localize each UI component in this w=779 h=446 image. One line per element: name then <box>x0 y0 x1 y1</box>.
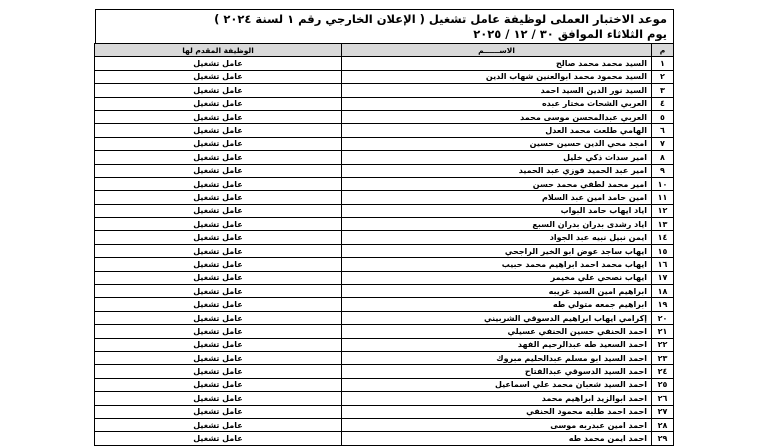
row-number: ٤ <box>652 97 674 110</box>
row-number: ٢ <box>652 70 674 83</box>
row-name: احمد الحنفي حسين الحنفي عسيلي <box>342 325 652 338</box>
row-name: ايمن نبيل نبيه عبد الجواد <box>342 231 652 244</box>
row-job: عامل تشغيل <box>95 57 342 70</box>
row-job: عامل تشغيل <box>95 244 342 257</box>
row-job: عامل تشغيل <box>95 338 342 351</box>
row-number: ٣ <box>652 84 674 97</box>
row-name: ايهاب ساجد عوض ابو الخير الراجحي <box>342 244 652 257</box>
title-line-2: يوم الثلاثاء الموافق ٣٠ / ١٢ / ٢٠٢٥ <box>473 27 667 41</box>
row-number: ١٧ <box>652 271 674 284</box>
row-number: ٢٤ <box>652 365 674 378</box>
table-row <box>95 311 674 324</box>
header-name: الاســــــم <box>342 44 652 57</box>
row-job: عامل تشغيل <box>95 191 342 204</box>
table-row <box>95 218 674 231</box>
table-row <box>95 338 674 351</box>
document-title <box>95 9 674 43</box>
row-job: عامل تشغيل <box>95 231 342 244</box>
row-job: عامل تشغيل <box>95 151 342 164</box>
row-number: ١٣ <box>652 218 674 231</box>
row-name: ايهاب نصحي علي مخيمر <box>342 271 652 284</box>
row-number: ٢٥ <box>652 378 674 391</box>
row-number: ١٠ <box>652 177 674 190</box>
row-name: السيد محمود محمد ابوالعنين شهاب الدين <box>342 70 652 83</box>
row-job: عامل تشغيل <box>95 365 342 378</box>
table-row <box>95 57 674 70</box>
row-number: ٧ <box>652 137 674 150</box>
table-row <box>95 258 674 271</box>
row-job: عامل تشغيل <box>95 418 342 431</box>
row-name: احمد السعيد طه عبدالرحيم الفهد <box>342 338 652 351</box>
row-name: ابراهيم امين السيد غريبه <box>342 285 652 298</box>
row-job: عامل تشغيل <box>95 271 342 284</box>
row-name: امجد محي الدين حسين حسين <box>342 137 652 150</box>
row-job: عامل تشغيل <box>95 351 342 364</box>
row-job: عامل تشغيل <box>95 110 342 123</box>
row-number: ٨ <box>652 151 674 164</box>
row-job: عامل تشغيل <box>95 405 342 418</box>
row-number: ١ <box>652 57 674 70</box>
table-row <box>95 405 674 418</box>
row-name: السيد محمد محمد صالح <box>342 57 652 70</box>
row-number: ١٤ <box>652 231 674 244</box>
row-job: عامل تشغيل <box>95 137 342 150</box>
row-number: ٦ <box>652 124 674 137</box>
row-name: ابراهيم جمعه متولي طه <box>342 298 652 311</box>
table-row <box>95 84 674 97</box>
row-name: احمد امين عبدربه موسى <box>342 418 652 431</box>
row-job: عامل تشغيل <box>95 218 342 231</box>
row-number: ١٥ <box>652 244 674 257</box>
row-name: احمد ابوالزيد ابراهيم محمد <box>342 392 652 405</box>
row-name: احمد السيد الدسوقي عبدالفتاح <box>342 365 652 378</box>
row-name: اياد رشدى بدران بدران السبع <box>342 218 652 231</box>
table-body <box>95 57 674 445</box>
table-row <box>95 164 674 177</box>
row-job: عامل تشغيل <box>95 70 342 83</box>
table-row <box>95 110 674 123</box>
table-row <box>95 151 674 164</box>
table-row <box>95 325 674 338</box>
table-row <box>95 365 674 378</box>
row-number: ١٦ <box>652 258 674 271</box>
header-number: م <box>652 44 674 57</box>
row-name: احمد ايمن محمد طه <box>342 432 652 445</box>
table-row <box>95 70 674 83</box>
candidates-table <box>94 43 674 446</box>
title-line-1: موعد الاختبار العملى لوظيفة عامل تشغيل ( الإعلان الخارجي رقم ١ لسنة ٢٠٢٤ ) <box>214 12 667 26</box>
row-job: عامل تشغيل <box>95 164 342 177</box>
row-job: عامل تشغيل <box>95 177 342 190</box>
row-name: احمد السيد ابو مسلم عبدالحليم مبروك <box>342 351 652 364</box>
row-name: امير سدات ذكي خليل <box>342 151 652 164</box>
row-number: ١٨ <box>652 285 674 298</box>
row-number: ١١ <box>652 191 674 204</box>
header-job: الوظيفة المقدم لها <box>95 44 342 57</box>
row-name: إكرامي ايهاب ابراهيم الدسوقي الشربيني <box>342 311 652 324</box>
table-row <box>95 231 674 244</box>
row-number: ١٩ <box>652 298 674 311</box>
row-name: احمد احمد طلبه محمود الحنفي <box>342 405 652 418</box>
row-job: عامل تشغيل <box>95 325 342 338</box>
row-number: ٢٩ <box>652 432 674 445</box>
row-job: عامل تشغيل <box>95 258 342 271</box>
table-row <box>95 351 674 364</box>
table-row <box>95 298 674 311</box>
row-name: احمد السيد شعبان محمد علي اسماعيل <box>342 378 652 391</box>
row-number: ٢١ <box>652 325 674 338</box>
table-row <box>95 271 674 284</box>
row-name: الهامي طلعت محمد العدل <box>342 124 652 137</box>
table-row <box>95 244 674 257</box>
table-row <box>95 204 674 217</box>
row-name: السيد نور الدين السيد احمد <box>342 84 652 97</box>
table-row <box>95 418 674 431</box>
row-job: عامل تشغيل <box>95 298 342 311</box>
table-row <box>95 378 674 391</box>
table-row <box>95 97 674 110</box>
row-number: ٢٢ <box>652 338 674 351</box>
row-number: ٢٦ <box>652 392 674 405</box>
row-name: امين حامد امين عبد السلام <box>342 191 652 204</box>
table-row <box>95 191 674 204</box>
row-name: اياد ايهاب حامد البواب <box>342 204 652 217</box>
row-number: ٢٣ <box>652 351 674 364</box>
row-job: عامل تشغيل <box>95 432 342 445</box>
table-row <box>95 177 674 190</box>
row-name: امير محمد لطفي محمد حسن <box>342 177 652 190</box>
table-row <box>95 285 674 298</box>
row-number: ٥ <box>652 110 674 123</box>
table-row <box>95 137 674 150</box>
row-job: عامل تشغيل <box>95 97 342 110</box>
row-name: العربي عبدالمحسن موسى محمد <box>342 110 652 123</box>
row-number: ٩ <box>652 164 674 177</box>
table-header-row <box>95 44 674 57</box>
exam-schedule-sheet <box>95 9 674 446</box>
row-job: عامل تشغيل <box>95 124 342 137</box>
row-job: عامل تشغيل <box>95 285 342 298</box>
row-job: عامل تشغيل <box>95 392 342 405</box>
row-number: ٢٧ <box>652 405 674 418</box>
row-job: عامل تشغيل <box>95 84 342 97</box>
row-number: ٢٠ <box>652 311 674 324</box>
row-name: ايهاب محمد احمد ابراهيم محمد حبيب <box>342 258 652 271</box>
row-job: عامل تشغيل <box>95 378 342 391</box>
row-number: ١٢ <box>652 204 674 217</box>
table-row <box>95 392 674 405</box>
row-name: امير عبد الحميد فوزي عبد الحميد <box>342 164 652 177</box>
row-job: عامل تشغيل <box>95 311 342 324</box>
row-job: عامل تشغيل <box>95 204 342 217</box>
table-row <box>95 124 674 137</box>
row-name: العربي الشحات مختار عبده <box>342 97 652 110</box>
row-number: ٢٨ <box>652 418 674 431</box>
